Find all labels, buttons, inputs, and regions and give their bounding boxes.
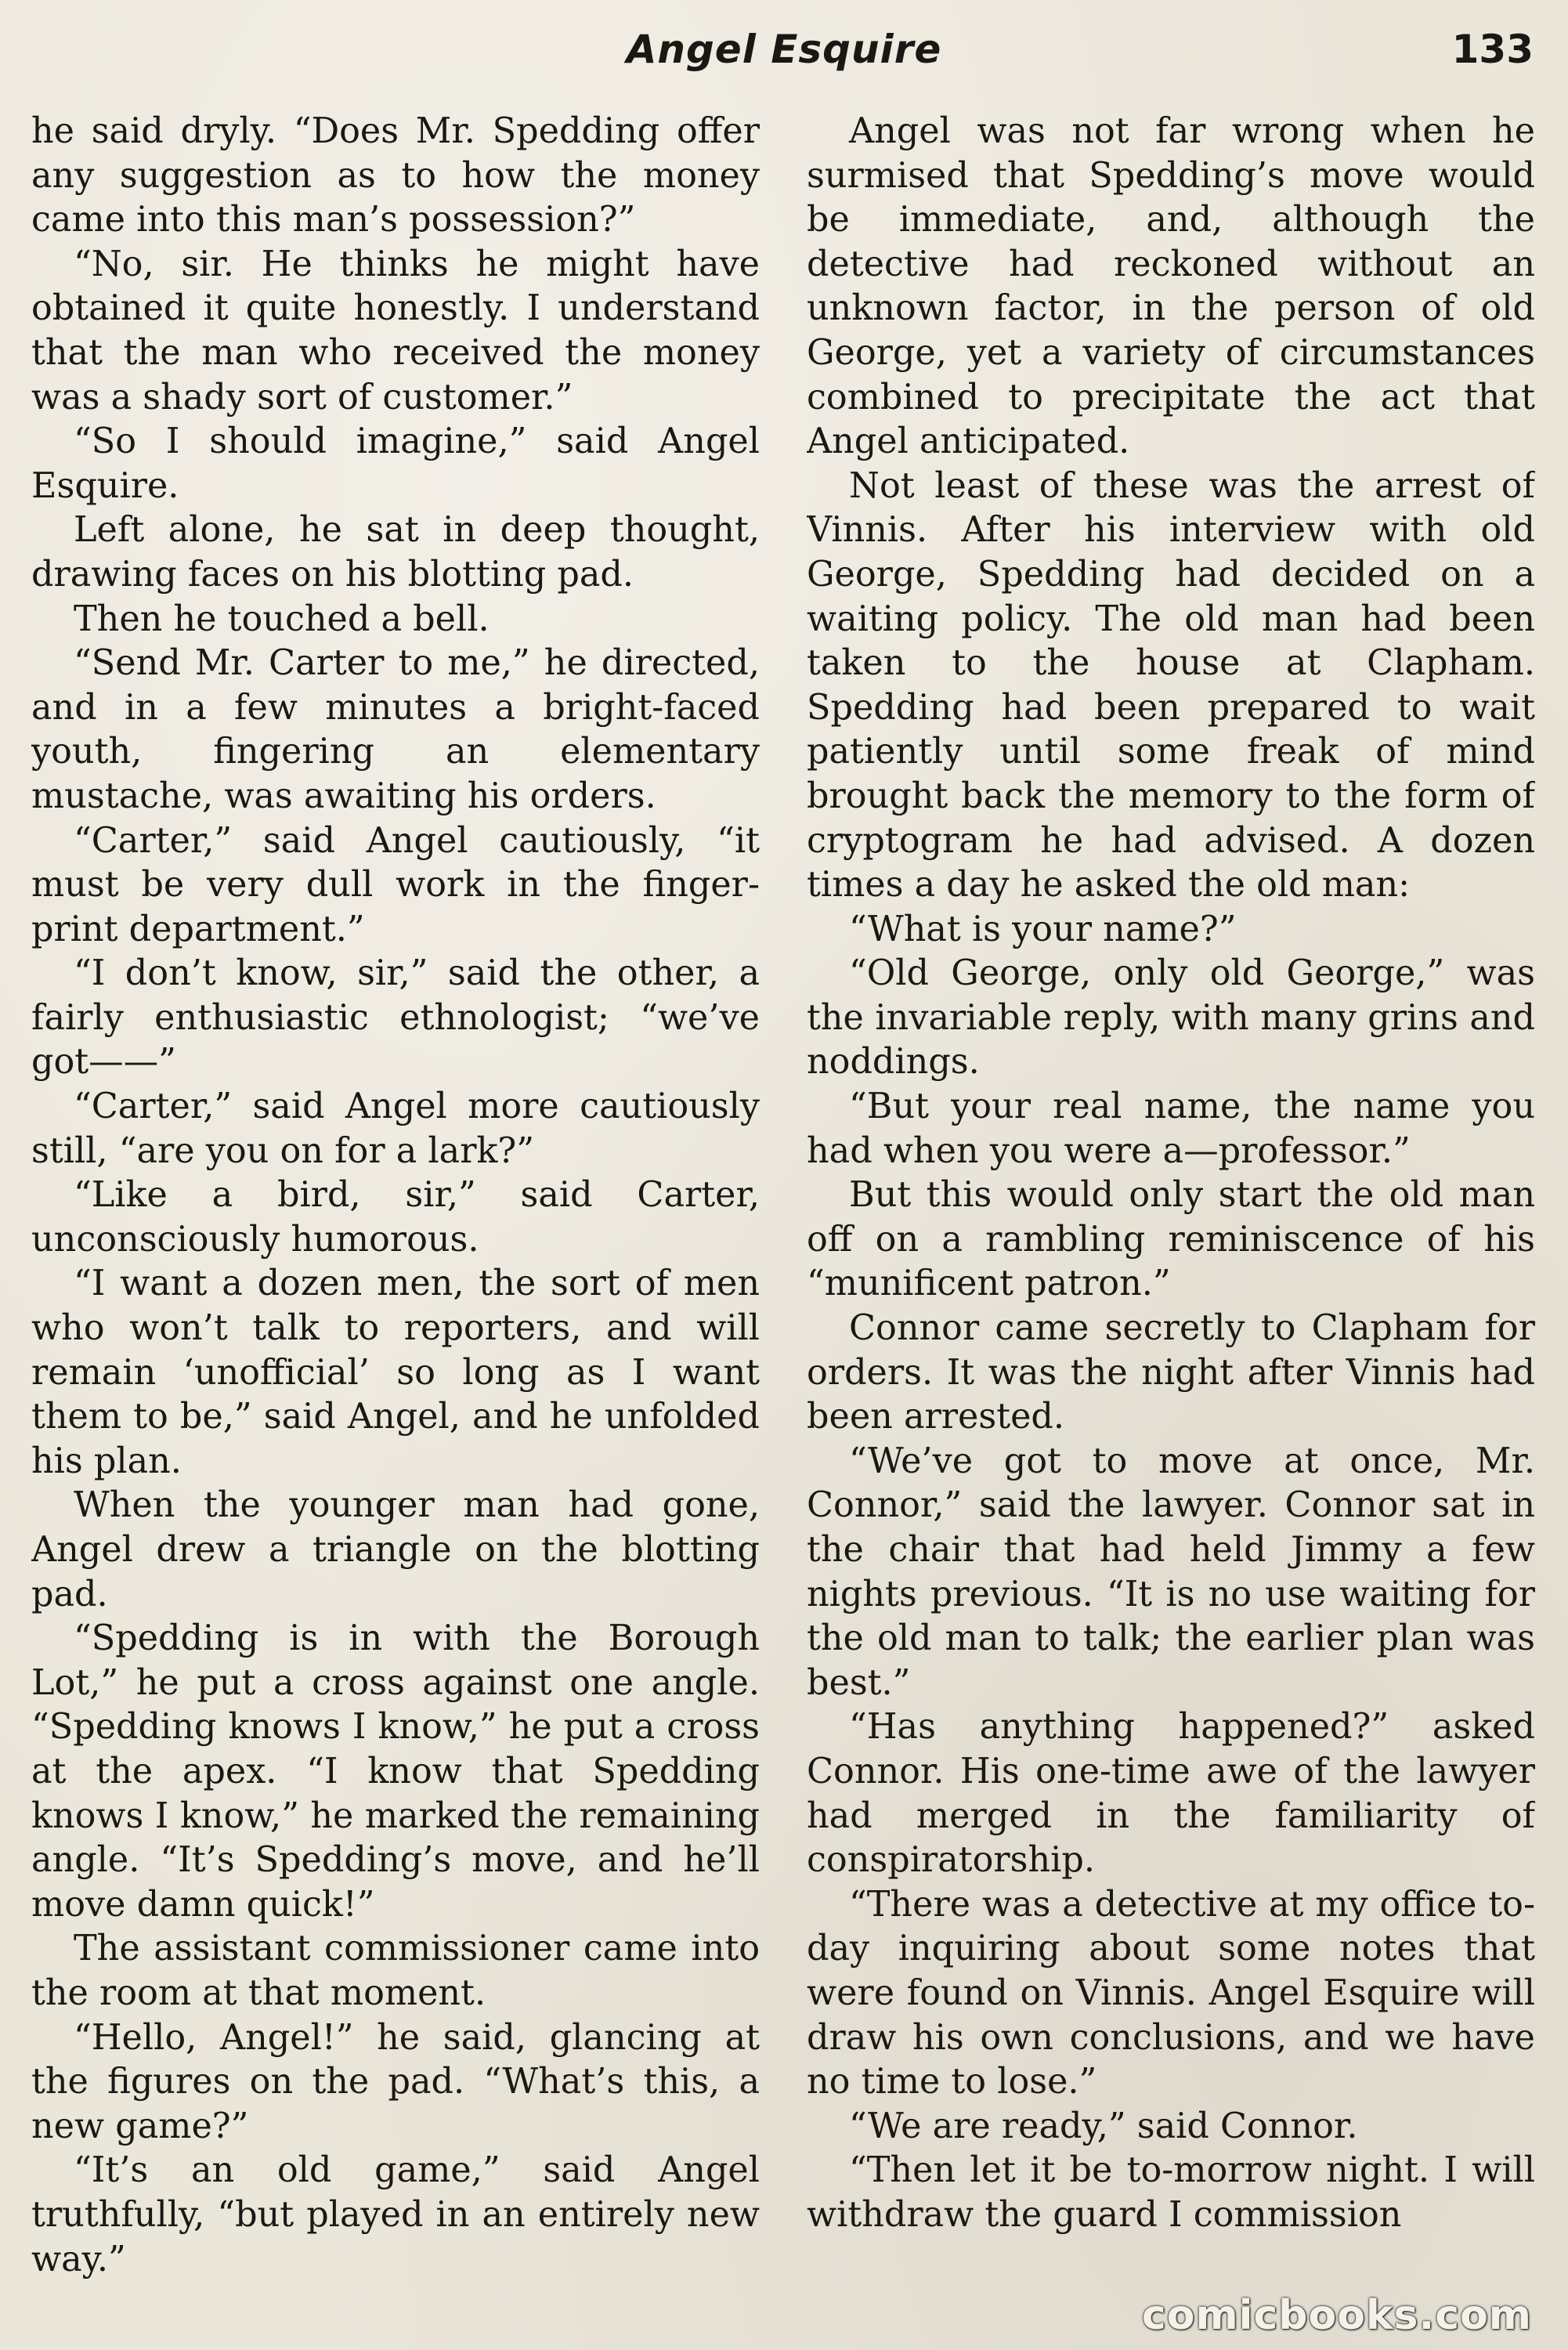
paragraph: “It’s an old game,” said Angel truthfully, “but played in an entirely new way.” bbox=[31, 2150, 760, 2280]
paragraph: “Has anything happened?” asked Connor. His one-time awe of the lawyer had merged in the familiarity of conspiratorship. bbox=[807, 1707, 1535, 1881]
paragraph: Then he touched a bell. bbox=[74, 598, 490, 639]
running-head bbox=[0, 27, 1568, 81]
paragraph: “No, sir. He thinks he might have obtained it quite honestly. I understand that the man who received the money was a shady sort of customer.” bbox=[31, 244, 760, 418]
right-column bbox=[807, 110, 1535, 2326]
paragraph: he said dryly. “Does Mr. Spedding offer any suggestion as to how the money came into this man’s possession?” bbox=[31, 111, 760, 240]
paragraph: “Like a bird, sir,” said Carter, unconsciously humorous. bbox=[31, 1175, 760, 1260]
paragraph: “What is your name?” bbox=[849, 909, 1237, 949]
paragraph: “Spedding is in with the Borough Lot,” he put a cross against one angle. “Spedding knows I know,” he put a cross at the apex. “I know that Spedding knows I know,” he marked the remaining angle. “It’s Spedding’s move, and he’ll move damn quick!” bbox=[31, 1618, 760, 1925]
paragraph: “There was a detective at my office to-day inquiring about some notes that were found on Vinnis. Angel Esquire will draw his own conclusions, and we have no time to lose.” bbox=[807, 1884, 1535, 2102]
paragraph: Not least of these was the arrest of Vinnis. After his interview with old George, Spedding had decided on a waiting policy. The old man had been taken to the house at Clapham. Spedding had been prepared to wait patiently until some freak of mind brought back the memory to the form of cryptogram he had advised. A dozen times a day he asked the old man: bbox=[807, 465, 1535, 906]
page-number: 133 bbox=[1451, 27, 1534, 72]
text-columns bbox=[31, 110, 1535, 2326]
paragraph: “So I should imagine,” said Angel Esquire. bbox=[31, 421, 760, 506]
paragraph: “Send Mr. Carter to me,” he directed, and in a few minutes a bright-faced youth, fingering an elementary mustache, was awaiting his orders. bbox=[31, 643, 760, 816]
paragraph: But this would only start the old man off on a rambling reminiscence of his “munificent patron.” bbox=[807, 1175, 1535, 1304]
running-title: Angel Esquire bbox=[626, 27, 942, 72]
left-column bbox=[31, 110, 760, 2326]
paragraph: “Hello, Angel!” he said, glancing at the figures on the pad. “What’s this, a new game?” bbox=[31, 2017, 760, 2146]
paragraph: “I want a dozen men, the sort of men who won’t talk to reporters, and will remain ‘unofficial’ so long as I want them to be,” said Angel, and he unfolded his plan. bbox=[31, 1264, 760, 1481]
paragraph: When the younger man had gone, Angel drew a triangle on the blotting pad. bbox=[31, 1485, 760, 1614]
paragraph: Left alone, he sat in deep thought, drawing faces on his blotting pad. bbox=[31, 510, 760, 595]
paragraph: “We are ready,” said Connor. bbox=[849, 2106, 1358, 2146]
paragraph: “Then let it be to-morrow night. I will withdraw the guard I commission bbox=[807, 2150, 1535, 2235]
paragraph: The assistant commissioner came into the room at that moment. bbox=[31, 1929, 760, 2013]
watermark: comicbooks.com bbox=[1141, 2292, 1532, 2339]
paragraph: “We’ve got to move at once, Mr. Connor,” said the lawyer. Connor sat in the chair that had held Jimmy a few nights previous. “It is no use waiting for the old man to talk; the earlier plan was best.” bbox=[807, 1441, 1535, 1703]
paragraph: Angel was not far wrong when he surmised that Spedding’s move would be immediate, and, although the detective had reckoned without an unknown factor, in the person of old George, yet a variety of circumstances combined to precipitate the act that Angel anticipated. bbox=[807, 111, 1535, 462]
paragraph: “I don’t know, sir,” said the other, a fairly enthusiastic ethnologist; “we’ve got——” bbox=[31, 953, 760, 1083]
paragraph: Connor came secretly to Clapham for orders. It was the night after Vinnis had been arrested. bbox=[807, 1308, 1535, 1437]
paragraph: “Carter,” said Angel cautiously, “it must be very dull work in the finger-print department.” bbox=[31, 820, 760, 949]
paragraph: “But your real name, the name you had when you were a—professor.” bbox=[807, 1086, 1535, 1171]
paragraph: “Old George, only old George,” was the invariable reply, with many grins and noddings. bbox=[807, 953, 1535, 1083]
paragraph: “Carter,” said Angel more cautiously still, “are you on for a lark?” bbox=[31, 1086, 760, 1171]
